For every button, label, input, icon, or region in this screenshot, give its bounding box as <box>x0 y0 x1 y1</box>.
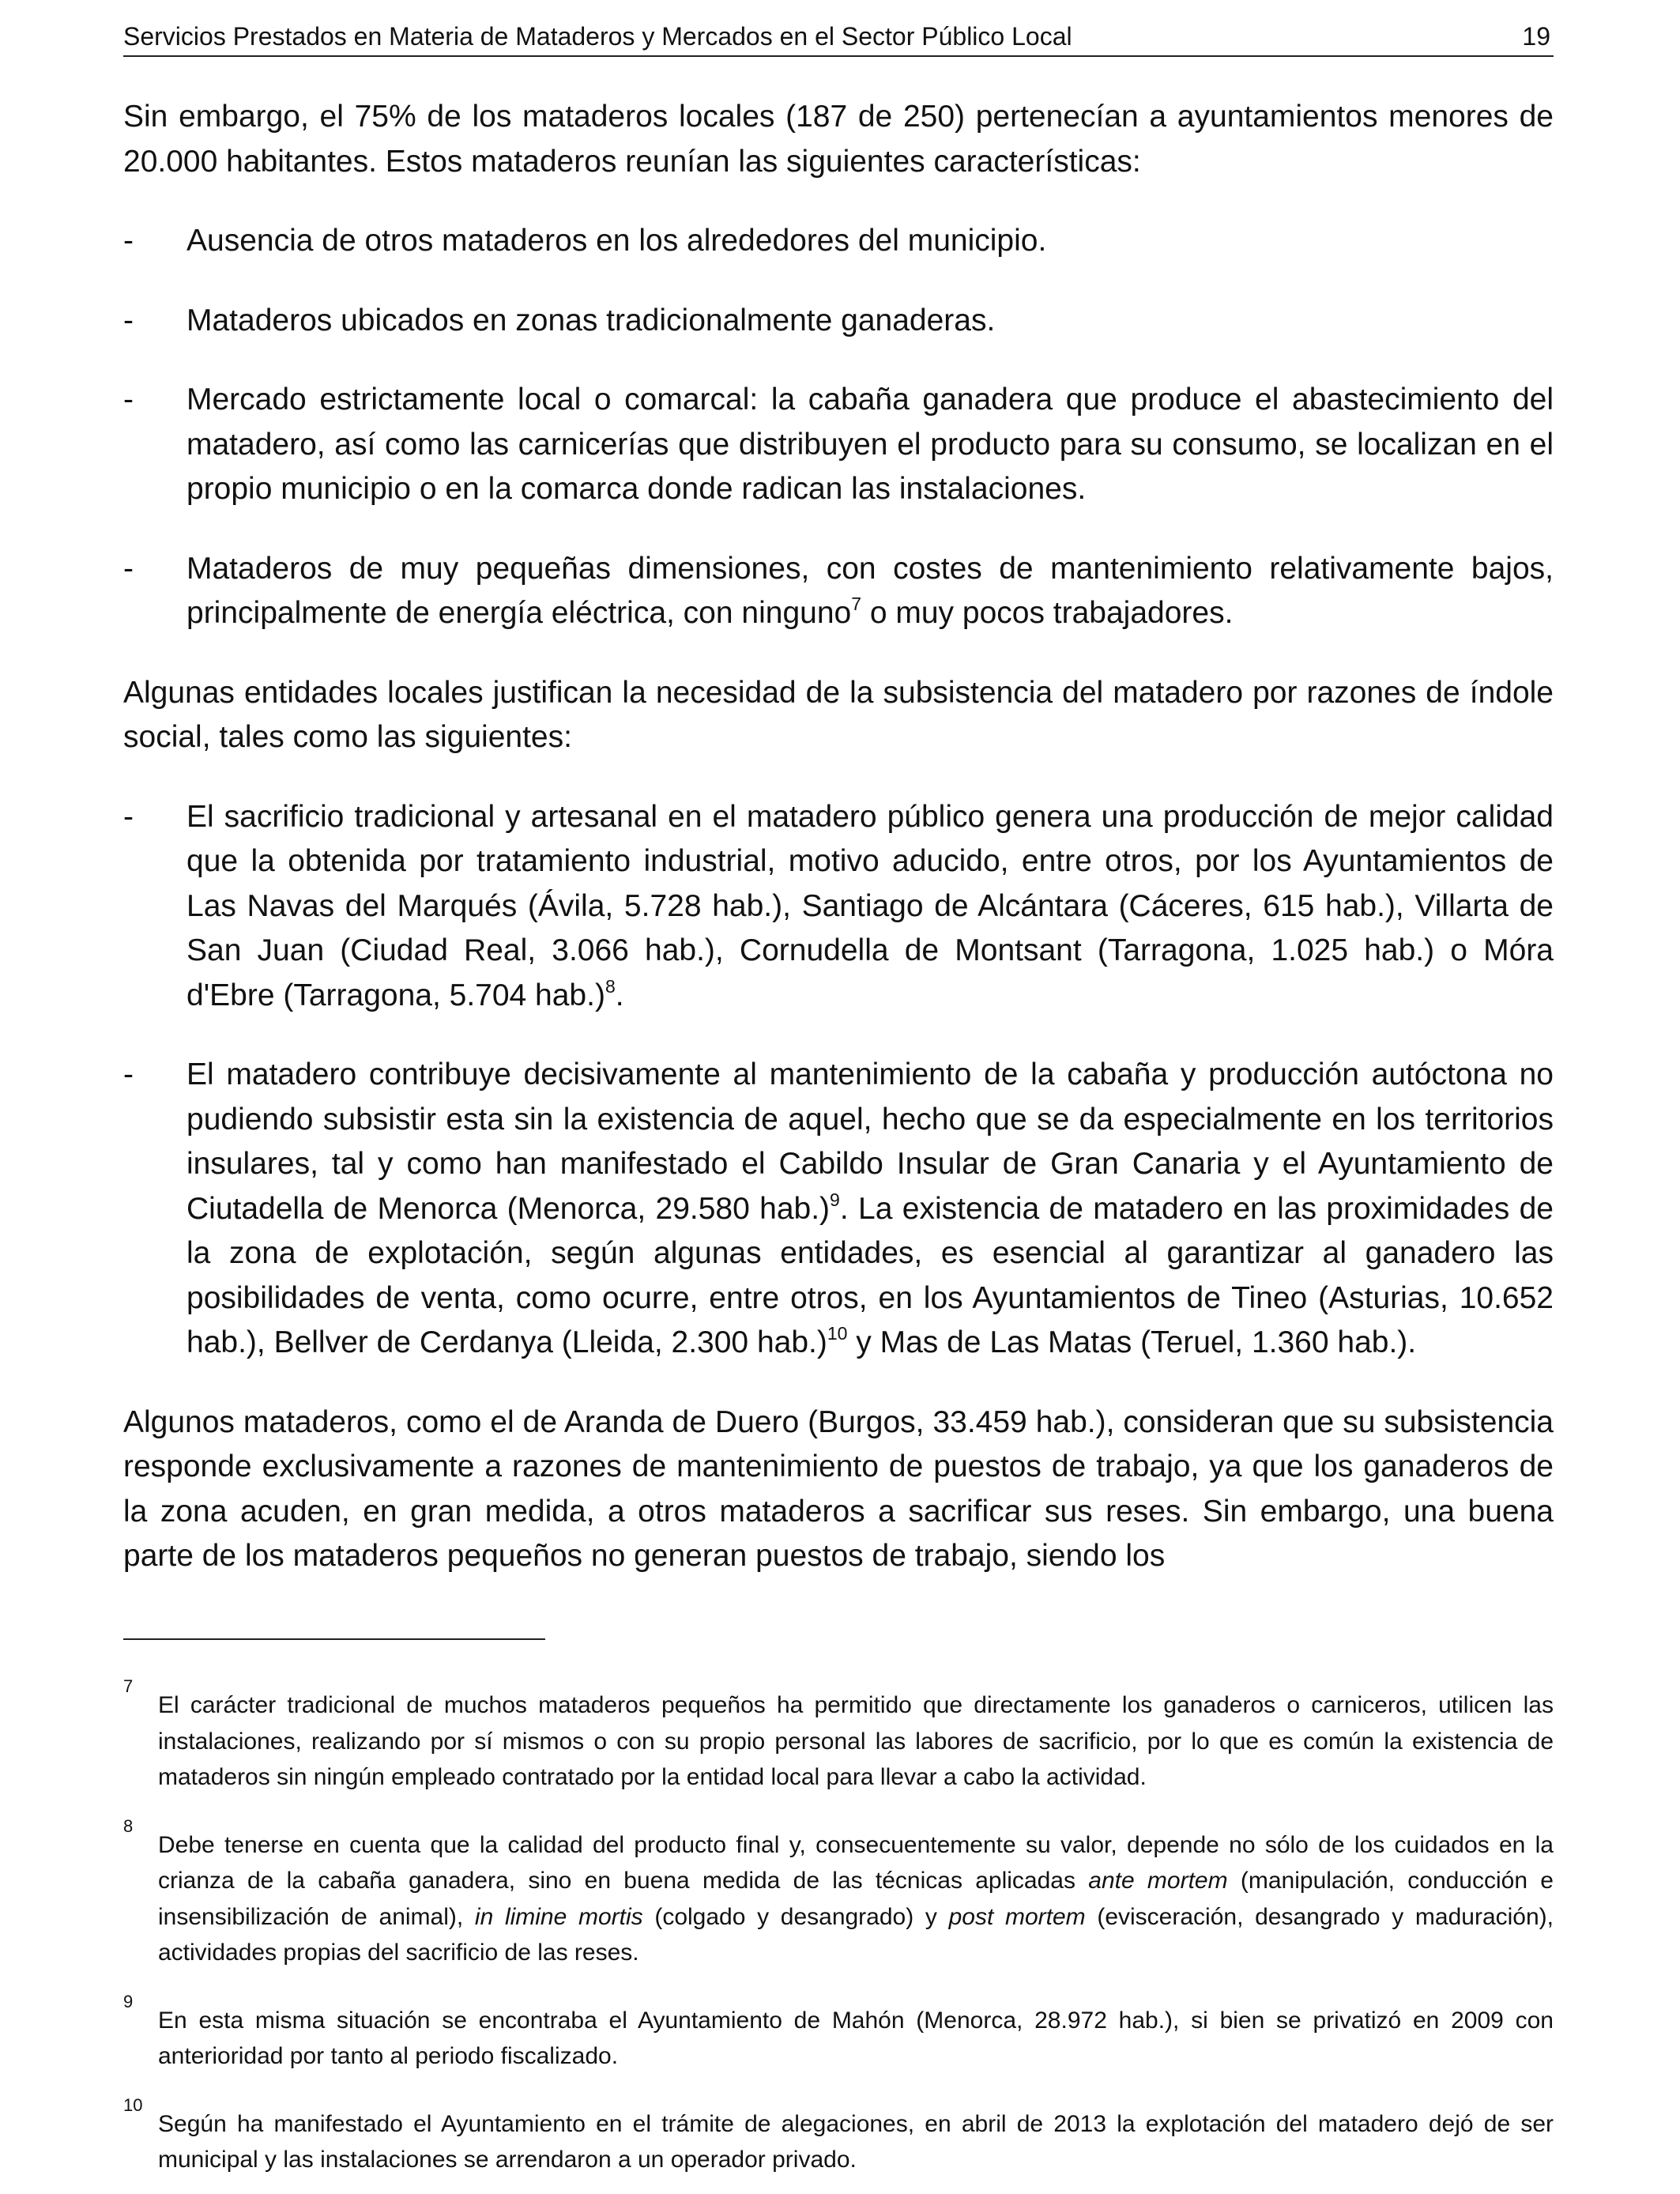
footnote <box>123 2094 1554 2178</box>
footnote-text-part: (colgado y desangrado) y <box>642 1903 949 1930</box>
footnote-italic-term: post mortem <box>948 1903 1086 1930</box>
list-item <box>123 219 1554 264</box>
footnote-text-part: (evisceración, desangrado y maduración), actividades propias del sacrificio de las reses. <box>158 1903 1554 1966</box>
list-item-text-part: y Mas de Las Matas (Teruel, 1.360 hab.). <box>847 1325 1417 1359</box>
footnote-ref[interactable]: 7 <box>851 594 862 614</box>
list-item-text-part: El sacrificio tradicional y artesanal en el matadero público genera una producción de mejor calidad que la obtenida por tratamiento industrial, motivo aducido, entre otros, por los Ayuntamientos de Las Navas del Marqués (Ávila, 5.728 hab.), Santiago de Alcántara (Cáceres, 615 hab.), Villarta de San Juan (Ciudad Real, 3.066 hab.), Cornudella de Montsant (Tarragona, 1.025 hab.) o Móra d'Ebre (Tarragona, 5.704 hab.) <box>186 799 1554 1012</box>
footnote-number: 8 <box>123 1815 134 1836</box>
footnotes <box>123 1676 1554 2178</box>
list-item-text <box>186 552 1554 631</box>
list-item <box>123 378 1554 512</box>
list-dash: - <box>123 799 134 834</box>
footnote-italic-term: ante mortem <box>1088 1868 1228 1894</box>
list-dash: - <box>123 1057 134 1091</box>
body-text <box>123 95 1554 1579</box>
list-item-text-part: El matadero contribuye decisivamente al mantenimiento de la cabaña y producción autóctona no pudiendo subsistir esta sin la existencia de aquel, hecho que se da especialmente en los territorios insulares, tal y como han manifestado el Cabildo Insular de Gran Canaria y el Ayuntamiento de Ciutadella de Menorca (Menorca, 29.580 hab.) <box>186 1057 1554 1226</box>
list-item <box>123 299 1554 344</box>
footnote-text: En esta misma situación se encontraba el Ayuntamiento de Mahón (Menorca, 28.972 hab.), si bien se privatizó en 2009 con anterioridad por tanto al periodo fiscalizado. <box>158 2007 1554 2069</box>
footnote-number: 9 <box>123 1991 134 2011</box>
footnote <box>123 1676 1554 1796</box>
list-item <box>123 795 1554 1019</box>
closing-paragraph: Algunos mataderos, como el de Aranda de Duero (Burgos, 33.459 hab.), consideran que su subsistencia responde exclusivamente a razones de mantenimiento de puestos de trabajo, ya que los ganaderos de la zona acuden, en gran medida, a otros mataderos a sacrificar sus reses. Sin embargo, una buena parte de los mataderos pequeños no generan puestos de trabajo, siendo los <box>123 1404 1554 1573</box>
list-item-text: Mercado estrictamente local o comarcal: la cabaña ganadera que produce el abastecimiento del matadero, así como las carnicerías que distribuyen el producto para su consumo, se localizan en el propio municipio o en la comarca donde radican las instalaciones. <box>186 383 1554 506</box>
list-item-text-part: o muy pocos trabajadores. <box>861 596 1234 630</box>
header-title: Servicios Prestados en Materia de Mataderos y Mercados en el Sector Público Local <box>123 22 1072 51</box>
list-item <box>123 547 1554 636</box>
footnote-text: Según ha manifestado el Ayuntamiento en el trámite de alegaciones, en abril de 2013 la explotación del matadero dejó de ser municipal y las instalaciones se arrendaron a un operador privado. <box>158 2110 1554 2173</box>
footnote-text: El carácter tradicional de muchos mataderos pequeños ha permitido que directamente los ganaderos o carniceros, utilicen las instalaciones, realizando por sí mismos o con su propio personal las labores de sacrificio, por lo que es común la existencia de mataderos sin ningún empleado contratado por la entidad local para llevar a cabo la actividad. <box>158 1692 1554 1790</box>
list-item-text <box>186 800 1554 1012</box>
list-item-text-part: . <box>615 978 624 1012</box>
list-dash: - <box>123 303 134 337</box>
footnote-ref[interactable]: 10 <box>827 1323 848 1344</box>
footnote-ref[interactable]: 8 <box>605 975 616 997</box>
list-dash: - <box>123 551 134 586</box>
footnote-text <box>158 1832 1554 1966</box>
page-number: 19 <box>1522 22 1550 51</box>
footnote-text-part: (manipulación, conducción e insensibilización de animal), <box>158 1868 1554 1930</box>
footnote-italic-term: in limine mortis <box>474 1903 643 1930</box>
intro-paragraph: Sin embargo, el 75% de los mataderos locales (187 de 250) pertenecían a ayuntamientos menores de 20.000 habitantes. Estos mataderos reunían las siguientes características: <box>123 100 1554 179</box>
list-item-text <box>186 1057 1554 1359</box>
list-item-text: Ausencia de otros mataderos en los alrededores del municipio. <box>186 224 1047 258</box>
footnote-text-part: Debe tenerse en cuenta que la calidad del producto final y, consecuentemente su valor, depende no sólo de los cuidados en la crianza de la cabaña ganadera, sino en buena medida de las técnicas aplicadas <box>158 1831 1554 1894</box>
running-header <box>123 14 1554 57</box>
list-dash: - <box>123 224 134 258</box>
list-item-text-part: Mataderos de muy pequeñas dimensiones, con costes de mantenimiento relativamente bajos, principalmente de energía eléctrica, con ninguno <box>186 551 1554 630</box>
document-page <box>123 0 1554 2194</box>
footnote-ref[interactable]: 9 <box>830 1189 840 1210</box>
footnote <box>123 1815 1554 1971</box>
footnote-number: 7 <box>123 1676 134 1696</box>
list-item-text: Mataderos ubicados en zonas tradicionalmente ganaderas. <box>186 303 996 337</box>
list-item <box>123 1053 1554 1366</box>
footnote-number: 10 <box>123 2094 143 2115</box>
footnote <box>123 1991 1554 2075</box>
list-dash: - <box>123 383 134 417</box>
social-intro-paragraph: Algunas entidades locales justifican la necesidad de la subsistencia del matadero por razones de índole social, tales como las siguientes: <box>123 675 1554 754</box>
list-item-text-part: . La existencia de matadero en las proximidades de la zona de explotación, según algunas entidades, es esencial al garantizar al ganadero las posibilidades de venta, como ocurre, entre otros, en los Ayuntamientos de Tineo (Asturias, 10.652 hab.), Bellver de Cerdanya (Lleida, 2.300 hab.) <box>186 1191 1554 1359</box>
footnote-separator <box>123 1638 545 1640</box>
